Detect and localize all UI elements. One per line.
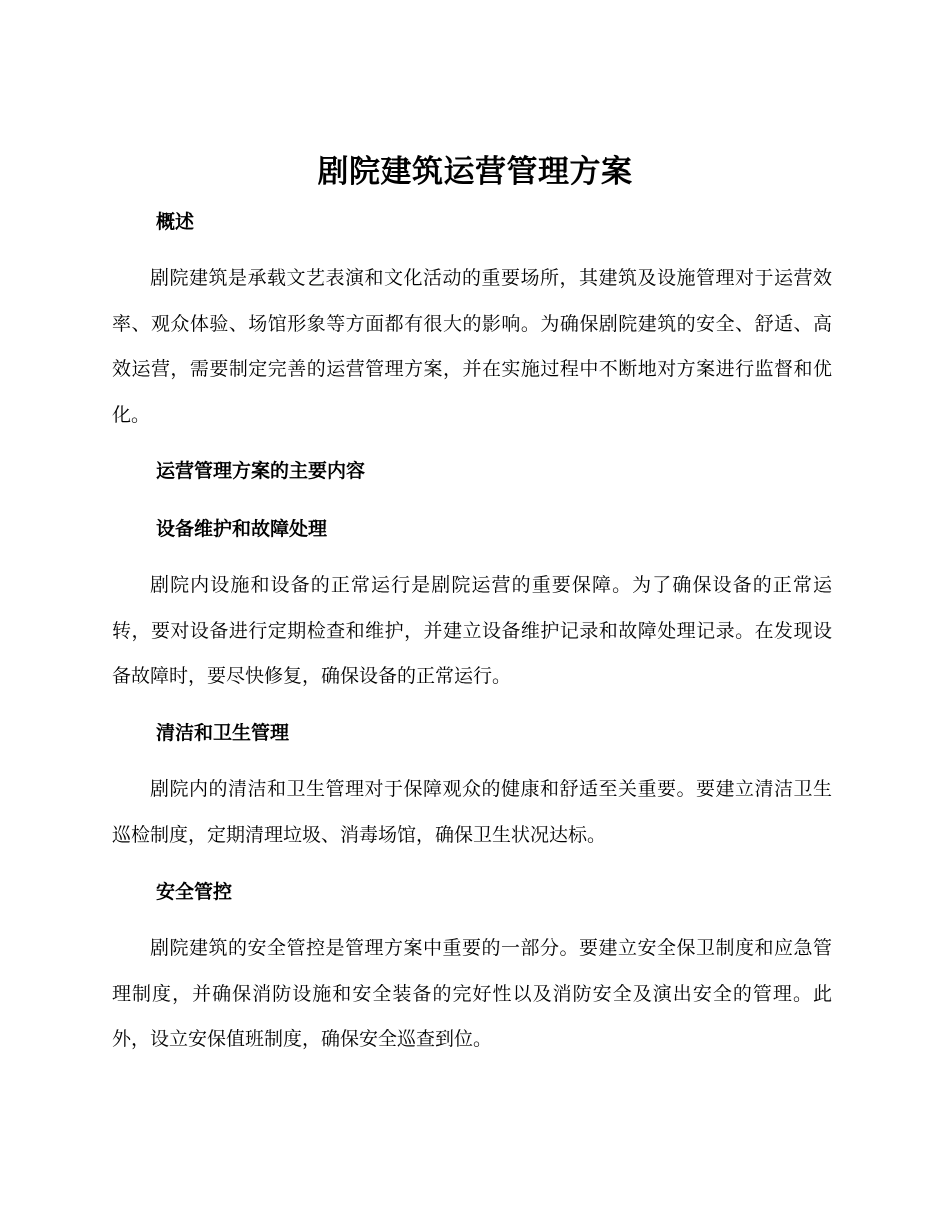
section-heading-security: 安全管控 [156, 881, 233, 903]
section-heading-main-content: 运营管理方案的主要内容 [156, 460, 366, 482]
section-heading-equipment-maintenance: 设备维护和故障处理 [156, 518, 328, 540]
section-heading-cleaning-hygiene: 清洁和卫生管理 [156, 722, 290, 744]
section-paragraph-overview: 剧院建筑是承载文艺表演和文化活动的重要场所，其建筑及设施管理对于运营效率、观众体验、场馆形象等方面都有很大的影响。为确保剧院建筑的安全、舒适、高效运营，需要制定完善的运营管理方案，并在实施过程中不断地对方案进行监督和优化。 [112, 267, 832, 426]
section-heading-overview: 概述 [156, 211, 195, 233]
document-title: 剧院建筑运营管理方案 [317, 154, 633, 190]
section-paragraph-security: 剧院建筑的安全管控是管理方案中重要的一部分。要建立安全保卫制度和应急管理制度，并确保消防设施和安全装备的完好性以及消防安全及演出安全的管理。此外，设立安保值班制度，确保安全巡查到位。 [112, 937, 832, 1050]
section-paragraph-cleaning-hygiene: 剧院内的清洁和卫生管理对于保障观众的健康和舒适至关重要。要建立清洁卫生巡检制度，定期清理垃圾、消毒场馆，确保卫生状况达标。 [112, 778, 832, 846]
section-paragraph-equipment-maintenance: 剧院内设施和设备的正常运行是剧院运营的重要保障。为了确保设备的正常运转，要对设备进行定期检查和维护，并建立设备维护记录和故障处理记录。在发现设备故障时，要尽快修复，确保设备的正常运行。 [112, 574, 832, 687]
